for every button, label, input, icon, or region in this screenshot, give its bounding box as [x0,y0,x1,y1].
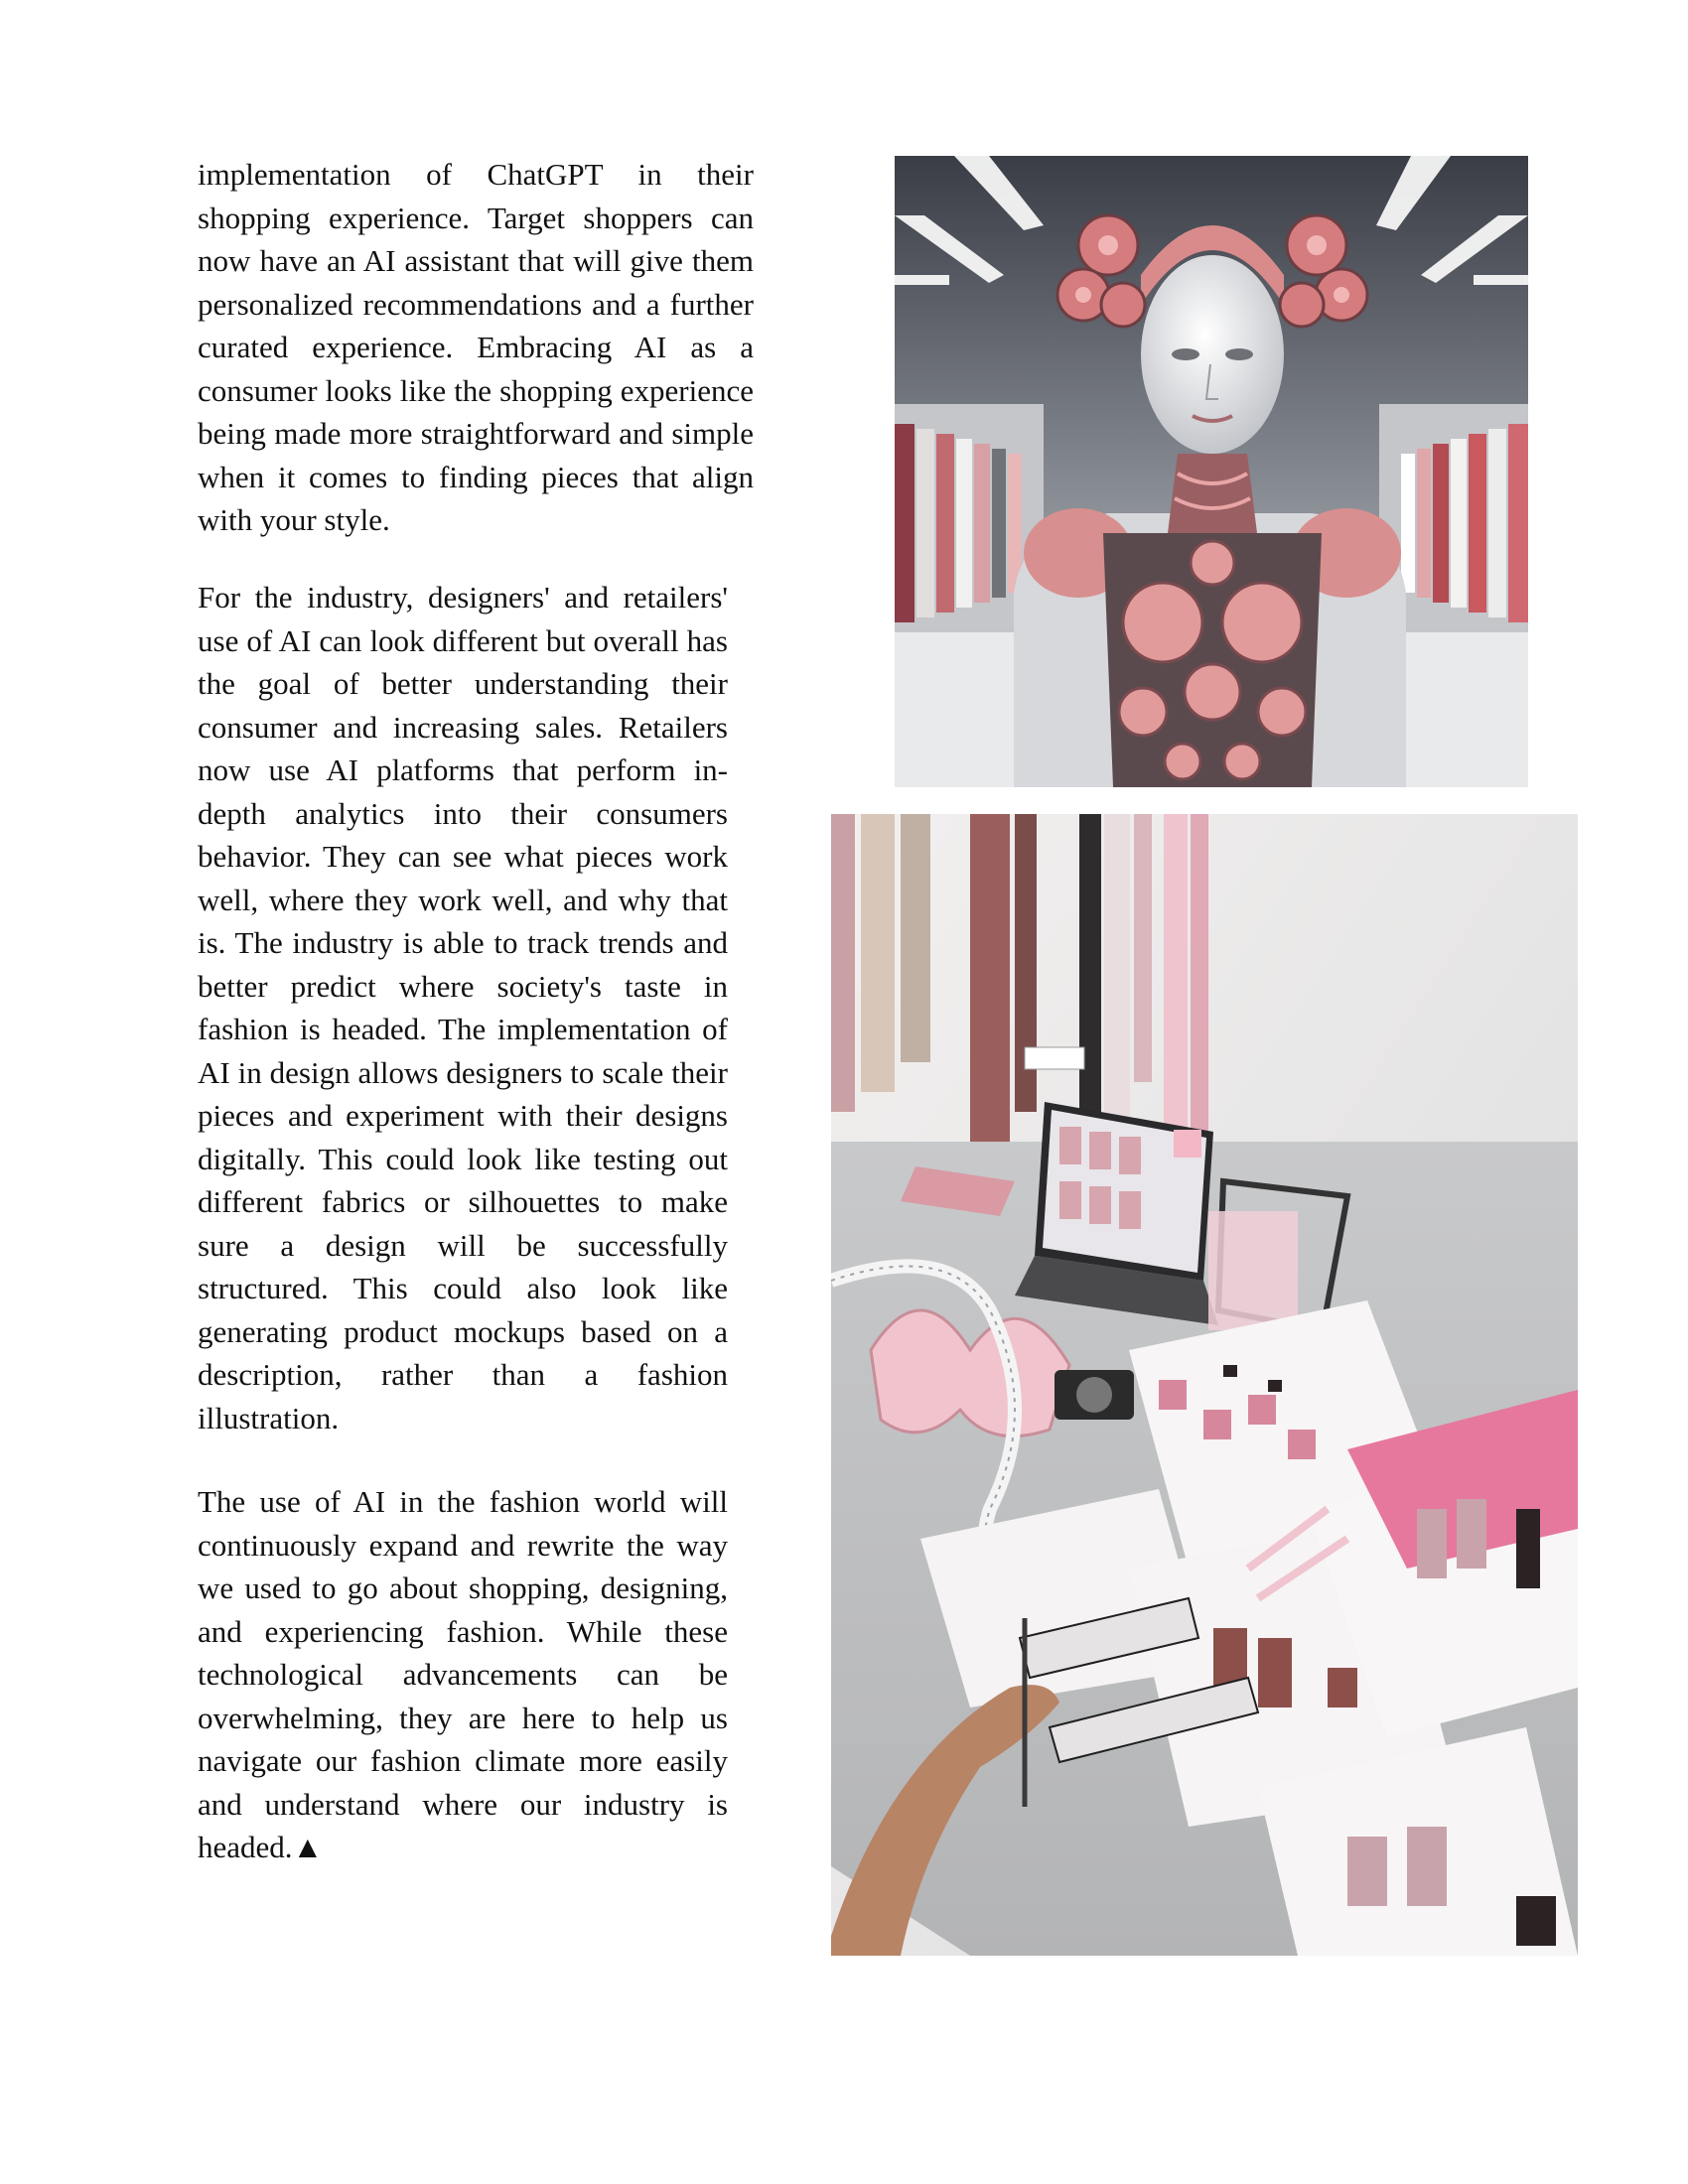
paragraph-3-text: The use of AI in the fashion world will continuously expand and rewrite the way we used to go about shopping, designing, and experiencing fashion. While these technological advancements can be overwhelming, they are here to help us navigate our fashion climate more easily and understand where our industry is headed. [198,1484,728,1864]
mannequin-illustration [895,156,1528,787]
article-paragraph-3 [198,1480,728,1869]
design-studio-photo [831,814,1578,1956]
studio-illustration [831,814,1578,1956]
end-mark-icon: ▲ [292,1830,324,1864]
ai-mannequin-photo [895,156,1528,787]
article-paragraph-1: implementation of ChatGPT in their shopping experience. Target shoppers can now have an AI assistant that will give them personalized recommendations and a further curated experience. Embracing AI as a consumer looks like the shopping experience being made more straightforward and simple when it comes to finding pieces that align with your style. [198,157,754,537]
article-paragraph-2: For the industry, designers' and retailers' use of AI can look different but overall has the goal of better understanding their consumer and increasing sales. Retailers now use AI platforms that perform in-depth analytics into their consumers behavior. They can see what pieces work well, where they work well, and why that is. The industry is able to track trends and better predict where society's taste in fashion is headed. The implementation of AI in design allows designers to scale their pieces and experiment with their designs digitally. This could look like testing out different fabrics or silhouettes to make sure a design will be successfully structured. This could also look like generating product mockups based on a description, rather than a fashion illustration. [198,580,728,1435]
